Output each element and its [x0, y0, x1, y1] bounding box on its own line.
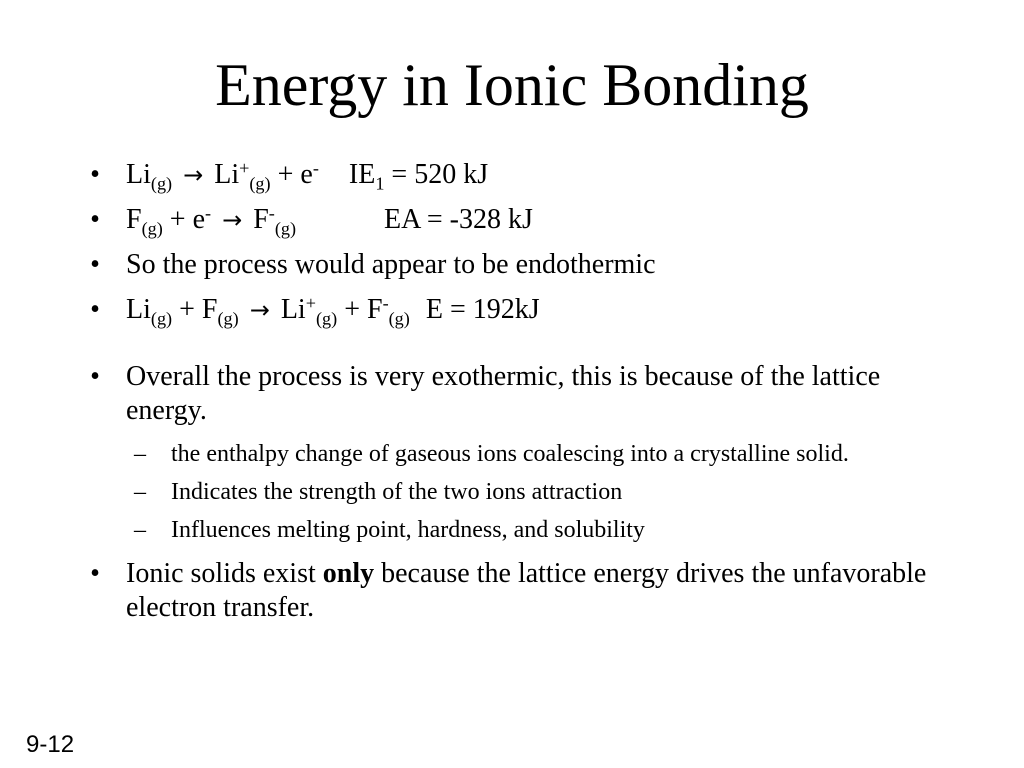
sub-item-text: Influences melting point, hardness, and solubility	[171, 517, 645, 543]
bullet-marker: •	[90, 159, 100, 190]
eq2-electron: + e	[162, 204, 206, 235]
bullet-electron-affinity	[85, 203, 965, 237]
arrow-icon: →	[183, 161, 204, 189]
sub-item	[85, 515, 965, 545]
bullet-text-after: because the lattice energy drives the unfavorable electron transfer.	[126, 558, 927, 623]
bullet-ionic-solids	[85, 557, 965, 625]
bullet-text: So the process would appear to be endothermic	[126, 249, 656, 280]
bullet-text-before: Ionic solids exist	[126, 558, 323, 589]
slide-body	[85, 158, 965, 636]
slide-title: Energy in Ionic Bonding	[215, 52, 809, 118]
bullet-marker: •	[90, 204, 100, 235]
eq3-li-charge: +	[305, 292, 316, 313]
eq1-li: Li	[126, 159, 151, 190]
eq1-charge: +	[239, 157, 250, 178]
bullet-marker: •	[90, 294, 100, 325]
eq3-li: Li	[126, 294, 151, 325]
eq1-ie-value: = 520 kJ	[384, 159, 489, 190]
bullet-overall-equation	[85, 293, 965, 327]
eq3-li-ion: Li	[280, 294, 306, 325]
dash-marker: –	[134, 517, 146, 543]
eq3-f-charge: -	[382, 292, 389, 313]
eq3-state-4: (g)	[388, 308, 410, 329]
bullet-endothermic	[85, 248, 965, 282]
sub-item-text: the enthalpy change of gaseous ions coalescing into a crystalline solid.	[171, 441, 849, 467]
bullet-lattice-energy	[85, 360, 965, 428]
bullet-marker: •	[90, 249, 100, 280]
bullet-emphasis: only	[322, 558, 375, 589]
eq2-ea-value: EA = -328 kJ	[384, 204, 533, 235]
sub-item	[85, 477, 965, 507]
bullet-text: Overall the process is very exothermic, this is because of the lattice energy.	[126, 361, 881, 426]
eq3-state-2: (g)	[217, 308, 239, 329]
eq2-electron-charge: -	[205, 202, 212, 223]
eq2-state-2: (g)	[274, 218, 297, 239]
eq3-state-1: (g)	[150, 308, 173, 329]
bullet-ionization	[85, 158, 965, 192]
eq1-state-2: (g)	[249, 173, 271, 194]
eq1-electron: + e	[270, 159, 313, 190]
dash-marker: –	[134, 479, 146, 505]
eq3-energy-value: E = 192kJ	[425, 294, 540, 325]
eq2-state-1: (g)	[141, 218, 163, 239]
bullet-marker: •	[90, 361, 100, 392]
bullet-marker: •	[90, 558, 100, 589]
eq3-f-ion: + F	[337, 294, 383, 325]
eq3-f: + F	[172, 294, 218, 325]
eq1-li-ion: Li	[214, 159, 240, 190]
eq2-f-ion: F	[253, 204, 269, 235]
dash-marker: –	[134, 441, 146, 467]
eq2-f: F	[126, 204, 142, 235]
eq1-state-1: (g)	[150, 173, 173, 194]
eq2-charge: -	[268, 202, 275, 223]
eq1-electron-charge: -	[312, 157, 319, 178]
arrow-icon: →	[249, 296, 270, 324]
sub-item	[85, 439, 965, 469]
eq1-ie-subscript: 1	[375, 173, 385, 194]
eq1-ie-label: IE	[348, 159, 376, 190]
arrow-icon: →	[222, 206, 243, 234]
slide-number: 9-12	[26, 731, 75, 758]
sub-item-text: Indicates the strength of the two ions attraction	[171, 479, 623, 505]
eq3-state-3: (g)	[315, 308, 338, 329]
